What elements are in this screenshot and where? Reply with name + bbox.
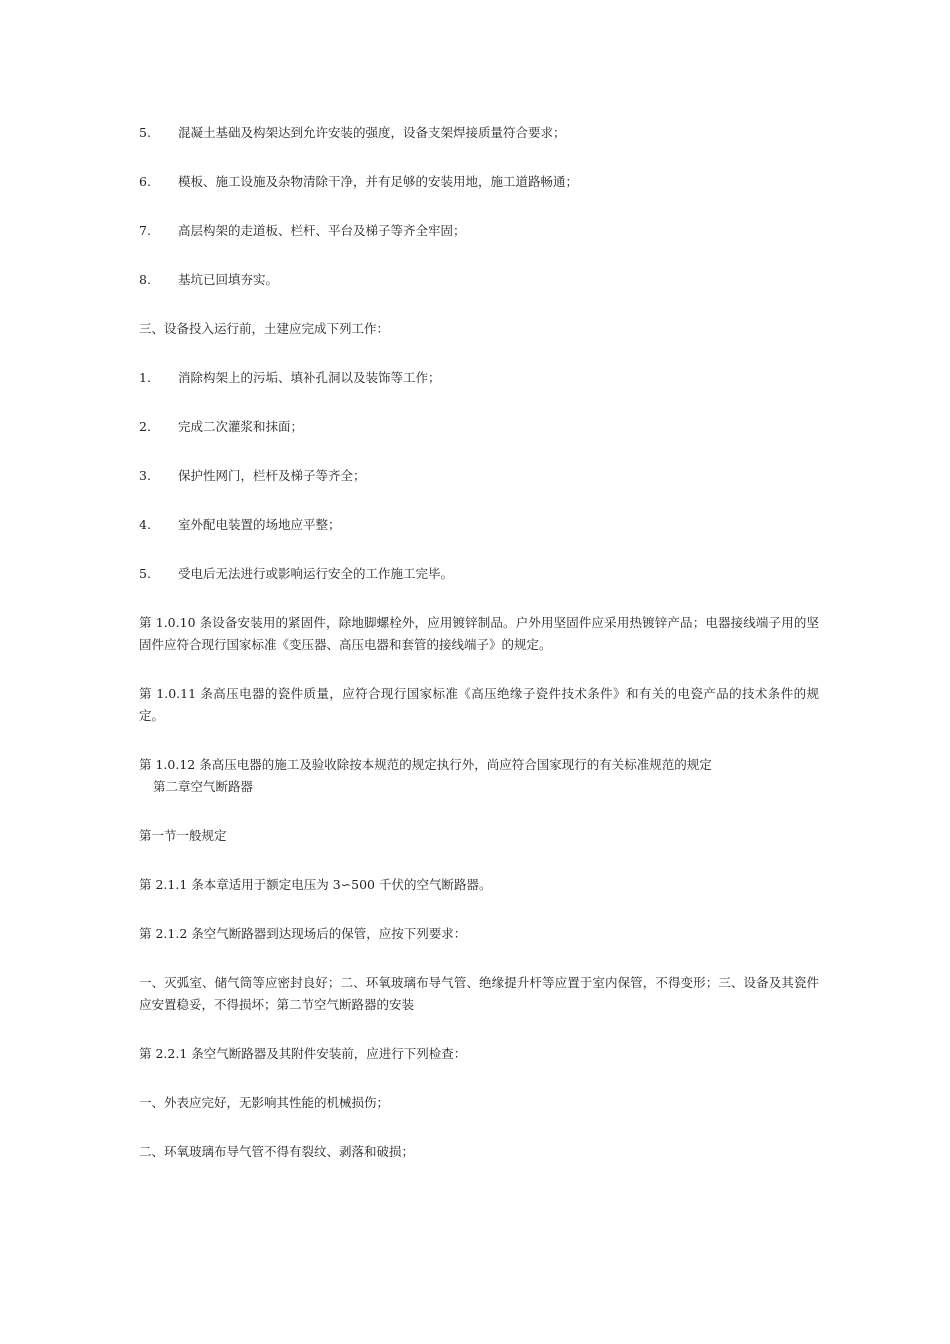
list-item xyxy=(139,416,819,438)
document-body xyxy=(139,122,819,1190)
list-item xyxy=(139,563,819,585)
list-text: 模板、施工设施及杂物清除干净，并有足够的安装用地，施工道路畅通； xyxy=(178,174,579,189)
list-text: 室外配电装置的场地应平整； xyxy=(178,517,341,532)
list-text: 完成二次灌浆和抹面； xyxy=(178,419,304,434)
list-item xyxy=(139,122,819,144)
list-item xyxy=(139,367,819,389)
list-number: 5. xyxy=(139,566,151,581)
list-text: 基坑已回填夯实。 xyxy=(178,272,279,287)
chapter-title: 第二章空气断路器 xyxy=(153,779,254,794)
list-item xyxy=(139,220,819,242)
list-number: 3. xyxy=(139,468,151,483)
clause-1-0-12: 第 1.0.12 条高压电器的施工及验收除按本规范的规定执行外，尚应符合国家现行的有关标准规范的规定 xyxy=(139,757,712,772)
clause-1-0-11: 第 1.0.11 条高压电器的瓷件质量，应符合现行国家标准《高压绝缘子瓷件技术条件》和有关的电瓷产品的技术条件的规定。 xyxy=(139,686,819,723)
clause-1-0-10: 第 1.0.10 条设备安装用的紧固件，除地脚螺栓外，应用镀锌制品。户外用坚固件应采用热镀锌产品；电器接线端子用的坚固件应符合现行国家标准《变压器、高压电器和套管的接线端子》的规定。 xyxy=(139,615,819,652)
list-text: 消除构架上的污垢、填补孔洞以及装饰等工作； xyxy=(178,370,441,385)
list-item xyxy=(139,465,819,487)
list-text: 混凝土基础及构架达到允许安装的强度，设备支架焊接质量符合要求； xyxy=(178,125,566,140)
list-number: 1. xyxy=(139,370,151,385)
list-item xyxy=(139,171,819,193)
list-text: 保护性网门，栏杆及梯子等齐全； xyxy=(178,468,366,483)
clause-2-2-1: 第 2.2.1 条空气断路器及其附件安装前，应进行下列检查： xyxy=(139,1046,467,1061)
list-text: 受电后无法进行或影响运行安全的工作施工完毕。 xyxy=(178,566,454,581)
list-number: 7. xyxy=(139,223,151,238)
storage-requirements: 一、灭弧室、储气筒等应密封良好；二、环氧玻璃布导气管、绝缘提升杆等应置于室内保管，不得变形；三、设备及其瓷件应安置稳妥，不得损坏；第二节空气断路器的安装 xyxy=(139,975,819,1012)
list-number: 4. xyxy=(139,517,151,532)
list-number: 2. xyxy=(139,419,151,434)
list-text: 高层构架的走道板、栏杆、平台及梯子等齐全牢固； xyxy=(178,223,466,238)
clause-2-1-2: 第 2.1.2 条空气断路器到达现场后的保管，应按下列要求： xyxy=(139,926,467,941)
check-item-two: 二、环氧玻璃布导气管不得有裂纹、剥落和破损； xyxy=(139,1144,415,1159)
section-heading-three: 三、设备投入运行前，土建应完成下列工作： xyxy=(139,321,390,336)
list-item xyxy=(139,514,819,536)
section-title: 第一节一般规定 xyxy=(139,828,227,843)
list-item xyxy=(139,269,819,291)
list-number: 6. xyxy=(139,174,151,189)
clause-2-1-1: 第 2.1.1 条本章适用于额定电压为 3∽500 千伏的空气断路器。 xyxy=(139,877,492,892)
check-item-one: 一、外表应完好，无影响其性能的机械损伤； xyxy=(139,1095,390,1110)
list-number: 8. xyxy=(139,272,151,287)
list-number: 5. xyxy=(139,125,151,140)
